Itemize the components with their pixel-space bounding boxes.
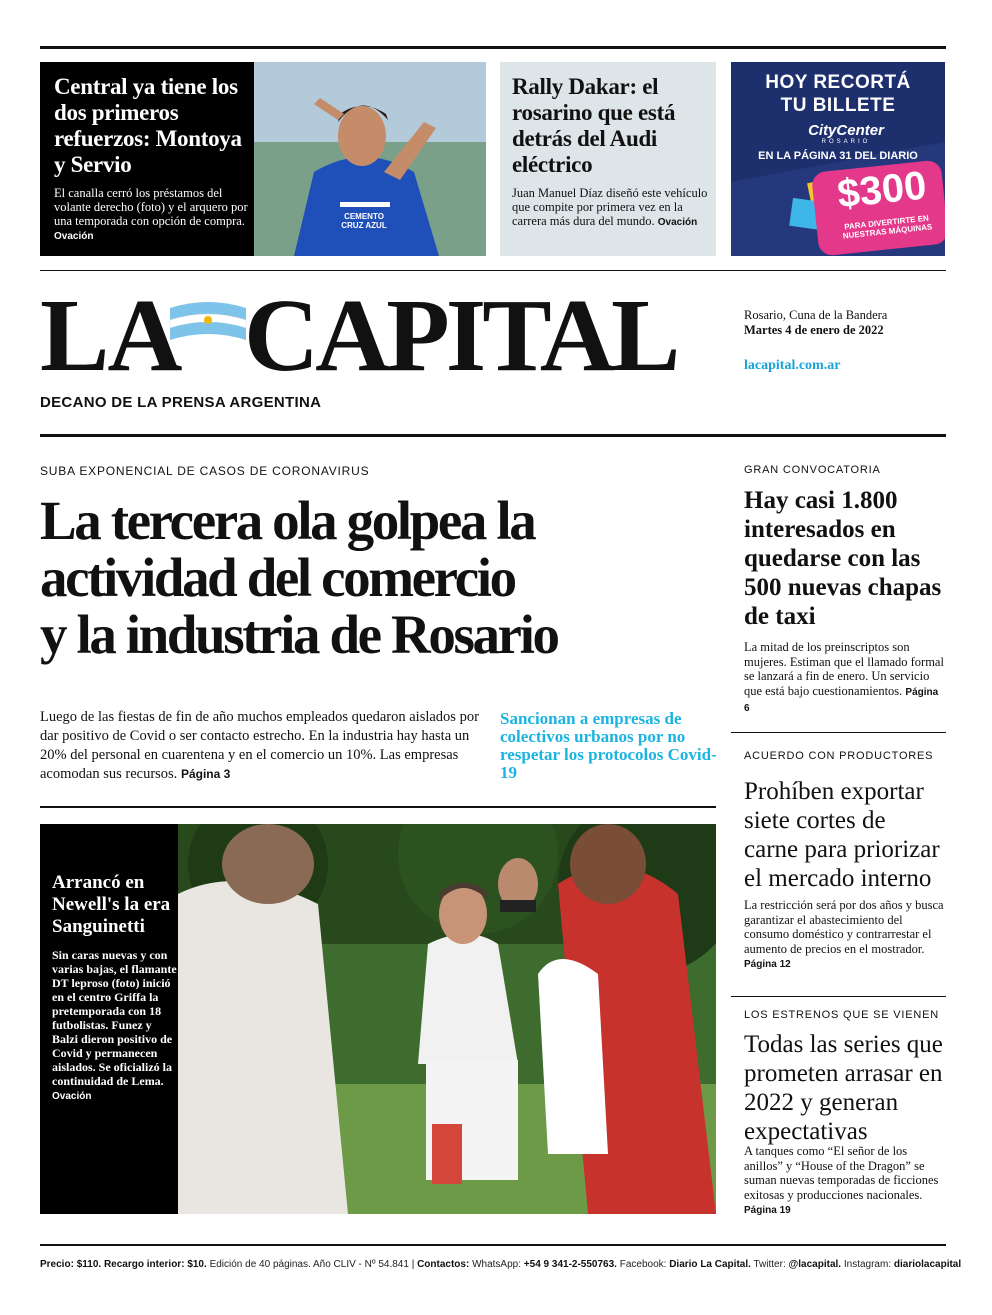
training-photo <box>178 824 716 1214</box>
main-bottom-rule <box>40 806 716 808</box>
masthead-logo[interactable] <box>40 278 720 393</box>
teaser-dakar-body: Juan Manuel Díaz diseñó este vehículo que compite por primera vez en la carrera más dura del mundo. Ovación <box>512 186 708 228</box>
ad-brand: CityCenter <box>808 122 884 139</box>
right-story-2-headline[interactable]: Prohíben exportar siete cortes de carne para priorizar el mercado interno <box>744 778 940 892</box>
teaser-bottom-rule <box>40 270 946 271</box>
main-headline[interactable] <box>40 492 730 663</box>
masthead-date: Martes 4 de enero de 2022 <box>744 323 884 337</box>
right-story-1-headline[interactable]: Hay casi 1.800 interesados en quedarse con las 500 nuevas chapas de taxi <box>744 487 942 630</box>
citycenter-ad[interactable] <box>731 62 945 256</box>
masthead-bottom-rule <box>40 434 946 437</box>
photo-story-body: Sin caras nuevas y con varias bajas, el flamante DT leproso (foto) inició en el centro Griffa la pretemporada con 18 futbolistas. Funez y Balzi dieron positivo de Covid y permanecen aislados. Se oficializó la continuidad de Lema. Ovación <box>52 948 177 1102</box>
masthead-dateline <box>744 308 944 338</box>
right-story-1-body: La mitad de los preinscriptos son mujeres. Estiman que el llamado formal se lanzará a fin de enero. Un servicio que está bajo cuestionamientos. Página 6 <box>744 640 944 714</box>
logo-la: LA <box>40 278 181 393</box>
main-headline-line: La tercera ola golpea la <box>40 490 535 551</box>
ad-line2: TU BILLETE <box>780 95 896 116</box>
top-rule <box>40 46 946 49</box>
main-headline-line: y la industria de Rosario <box>40 604 558 665</box>
right-story-2-kicker: ACUERDO CON PRODUCTORES <box>744 750 934 762</box>
logo-capital: CAPITAL <box>244 278 677 393</box>
masthead-tagline: DECANO DE LA PRENSA ARGENTINA <box>40 394 322 411</box>
ad-amount: $300 <box>835 163 929 217</box>
ad-amount-sub: PARA DIVERTIRTE EN NUESTRAS MÁQUINAS <box>842 213 933 241</box>
teaser-central[interactable] <box>40 62 486 256</box>
masthead-url[interactable]: lacapital.com.ar <box>744 358 841 373</box>
right-story-3-headline[interactable]: Todas las series que prometen arrasar en 2022 y generan expectativas <box>744 1031 943 1145</box>
ad-brand-sub: ROSARIO <box>821 139 871 145</box>
ad-line1: HOY RECORTÁ <box>765 72 911 93</box>
right-story-3-body: A tanques como “El señor de los anillos” y “House of the Dragon” se suman nuevas temporadas de ficciones exitosas y producciones nacionales. Página 19 <box>744 1144 939 1216</box>
teaser-central-body: El canalla cerró los préstamos del volante derecho (foto) y el arquero por una temporada con opción de compra. Ovación <box>54 186 248 242</box>
main-deck: Luego de las fiestas de fin de año muchos empleados quedaron aislados por dar positivo de Covid o ser contacto estrecho. En la industria hay hasta un 20% del personal en cuarentena y en el comercio un 10%. Las empresas acomodan sus recursos. Página 3 <box>40 709 479 782</box>
teaser-dakar[interactable] <box>500 62 716 256</box>
right-divider-1 <box>731 732 946 733</box>
photo-story[interactable] <box>40 824 716 1214</box>
footer-info: Precio: $110. Recargo interior: $10. Edición de 40 páginas. Año CLIV - Nº 54.841 | Contactos: WhatsApp: +54 9 341-2-550763. Facebook: Diario La Capital. Twitter: @lacapital. Instagram: diariolacapital <box>40 1259 962 1270</box>
right-story-2-body: La restricción será por dos años y busca garantizar el abastecimiento del consumo doméstico y contrarrestar el aumento de precios en el mostrador. Página 12 <box>744 898 944 970</box>
footer-rule <box>40 1244 946 1246</box>
right-divider-2 <box>731 996 946 997</box>
shirt-sponsor: CEMENTO CRUZ AZUL <box>341 212 387 230</box>
main-headline-line: actividad del comercio <box>40 547 515 608</box>
teaser-central-headline: Central ya tiene los dos primeros refuerzos: Montoya y Servio <box>54 74 242 177</box>
teaser-central-photo <box>254 62 486 256</box>
main-kicker: SUBA EXPONENCIAL DE CASOS DE CORONAVIRUS <box>40 464 370 478</box>
photo-story-headline: Arrancó en Newell's la era Sanguinetti <box>52 872 171 937</box>
main-aside-link[interactable]: Sancionan a empresas de colectivos urbanos por no respetar los protocolos Covid-19 <box>500 709 717 782</box>
right-story-1-kicker: GRAN CONVOCATORIA <box>744 464 881 476</box>
masthead-city: Rosario, Cuna de la Bandera <box>744 308 888 322</box>
right-story-3-kicker: LOS ESTRENOS QUE SE VIENEN <box>744 1009 940 1021</box>
ad-line3: EN LA PÁGINA 31 DEL DIARIO <box>758 150 918 162</box>
teaser-dakar-headline: Rally Dakar: el rosarino que está detrás del Audi eléctrico <box>512 74 676 177</box>
